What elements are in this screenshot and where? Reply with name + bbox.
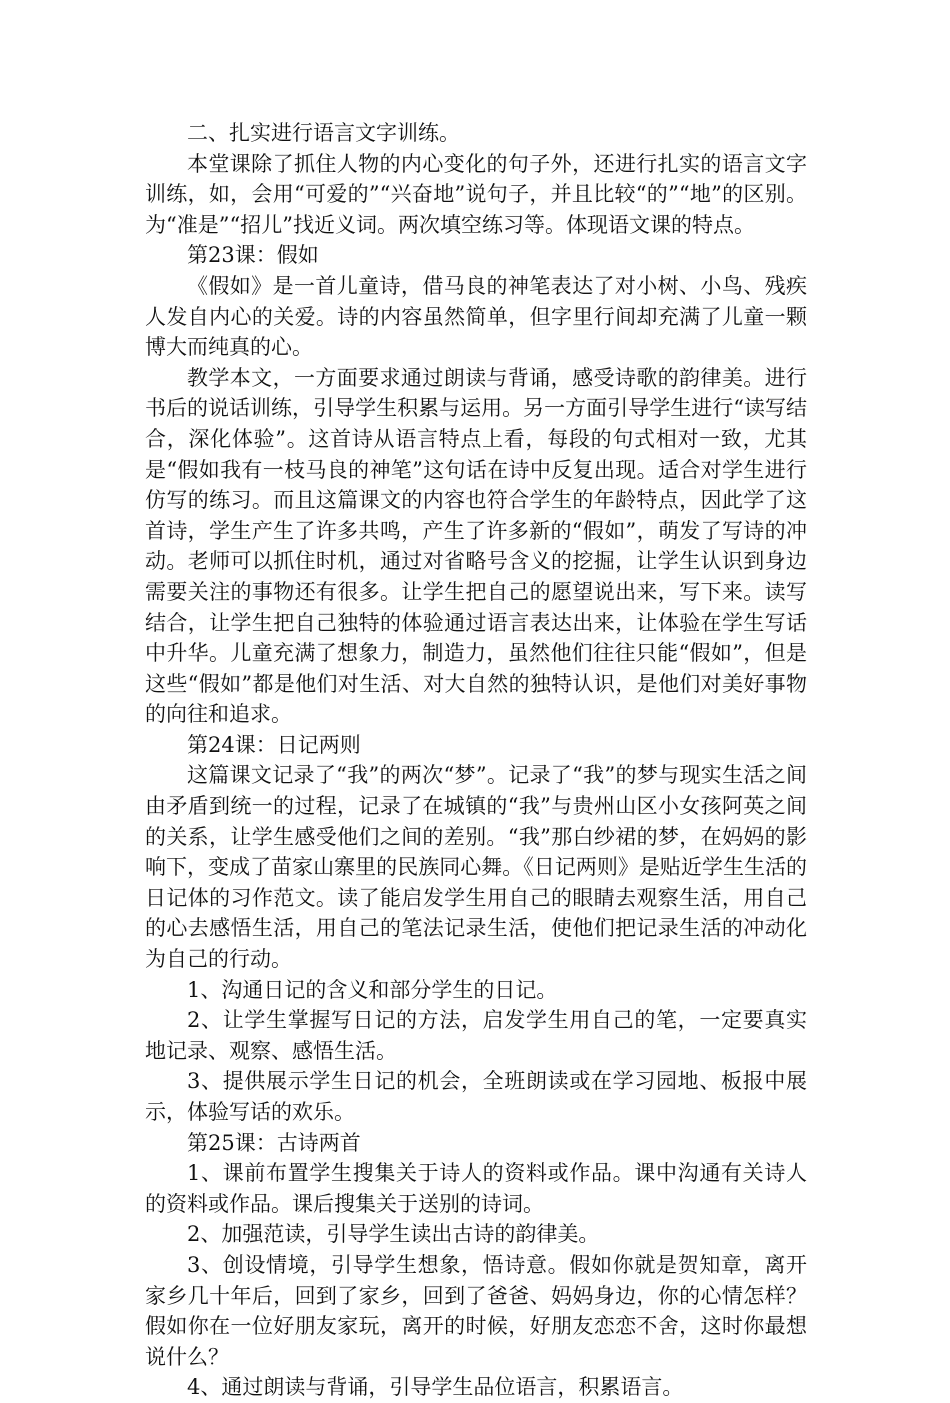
lesson-heading: 第25课：古诗两首 bbox=[187, 1130, 361, 1155]
lesson-heading: 第23课：假如 bbox=[187, 243, 319, 268]
body-paragraph: 这篇课文记录了“我”的两次“梦”。记录了“我”的梦与现实生活之间由矛盾到统一的过程，记录了在城镇的“我”与贵州山区小女孩阿英之间的关系，让学生感受他们之间的差别。“我”那白纱裙的梦，在妈妈的影响下，变成了苗家山寨里的民族同心舞。《日记两则》是贴近学生生活的日记体的习作范文。读了能启发学生用自己的眼睛去观察生活，用自己的心去感悟生活，用自己的笔法记录生活，使他们把记录生活的冲动化为自己的行动。 bbox=[145, 763, 807, 972]
body-paragraph: 本堂课除了抓住人物的内心变化的句子外，还进行扎实的语言文字训练，如，会用“可爱的”“兴奋地”说句子，并且比较“的”“地”的区别。为“准是”“招儿”找近义词。两次填空练习等。体现语文课的特点。 bbox=[145, 151, 807, 237]
lesson-heading: 第24课：日记两则 bbox=[187, 732, 361, 757]
document-page bbox=[145, 118, 807, 1403]
list-item: 3、提供展示学生日记的机会，全班朗读或在学习园地、板报中展示，体验写话的欢乐。 bbox=[145, 1069, 807, 1124]
list-item: 4、通过朗读与背诵，引导学生品位语言，积累语言。 bbox=[187, 1375, 684, 1400]
list-item: 1、课前布置学生搜集关于诗人的资料或作品。课中沟通有关诗人的资料或作品。课后搜集关于送别的诗词。 bbox=[145, 1161, 807, 1216]
body-paragraph: 教学本文，一方面要求通过朗读与背诵，感受诗歌的韵律美。进行书后的说话训练，引导学生积累与运用。另一方面引导学生进行“读写结合，深化体验”。这首诗从语言特点上看，每段的句式相对一致，尤其是“假如我有一枝马良的神笔”这句话在诗中反复出现。适合对学生进行仿写的练习。而且这篇课文的内容也符合学生的年龄特点，因此学了这首诗，学生产生了许多共鸣，产生了许多新的“假如”，萌发了写诗的冲动。老师可以抓住时机，通过对省略号含义的挖掘，让学生认识到身边需要关注的事物还有很多。让学生把自己的愿望说出来，写下来。读写结合，让学生把自己独特的体验通过语言表达出来，让体验在学生写话中升华。儿童充满了想象力，制造力，虽然他们往往只能“假如”，但是这些“假如”都是他们对生活、对大自然的独特认识，是他们对美好事物的向往和追求。 bbox=[145, 365, 807, 727]
body-paragraph: 《假如》是一首儿童诗，借马良的神笔表达了对小树、小鸟、残疾人发自内心的关爱。诗的内容虽然简单，但字里行间却充满了儿童一颗博大而纯真的心。 bbox=[145, 273, 807, 360]
section-heading: 二、扎实进行语言文字训练。 bbox=[187, 121, 460, 145]
list-item: 2、让学生掌握写日记的方法，启发学生用自己的笔，一定要真实地记录、观察、感悟生活。 bbox=[145, 1008, 807, 1063]
list-item: 3、创设情境，引导学生想象，悟诗意。假如你就是贺知章，离开家乡几十年后，回到了家乡，回到了爸爸、妈妈身边，你的心情怎样？假如你在一位好朋友家玩，离开的时候，好朋友恋恋不舍，这时你最想说什么？ bbox=[145, 1252, 807, 1369]
list-item: 1、沟通日记的含义和部分学生的日记。 bbox=[187, 977, 558, 1002]
list-item: 2、加强范读，引导学生读出古诗的韵律美。 bbox=[187, 1222, 600, 1247]
